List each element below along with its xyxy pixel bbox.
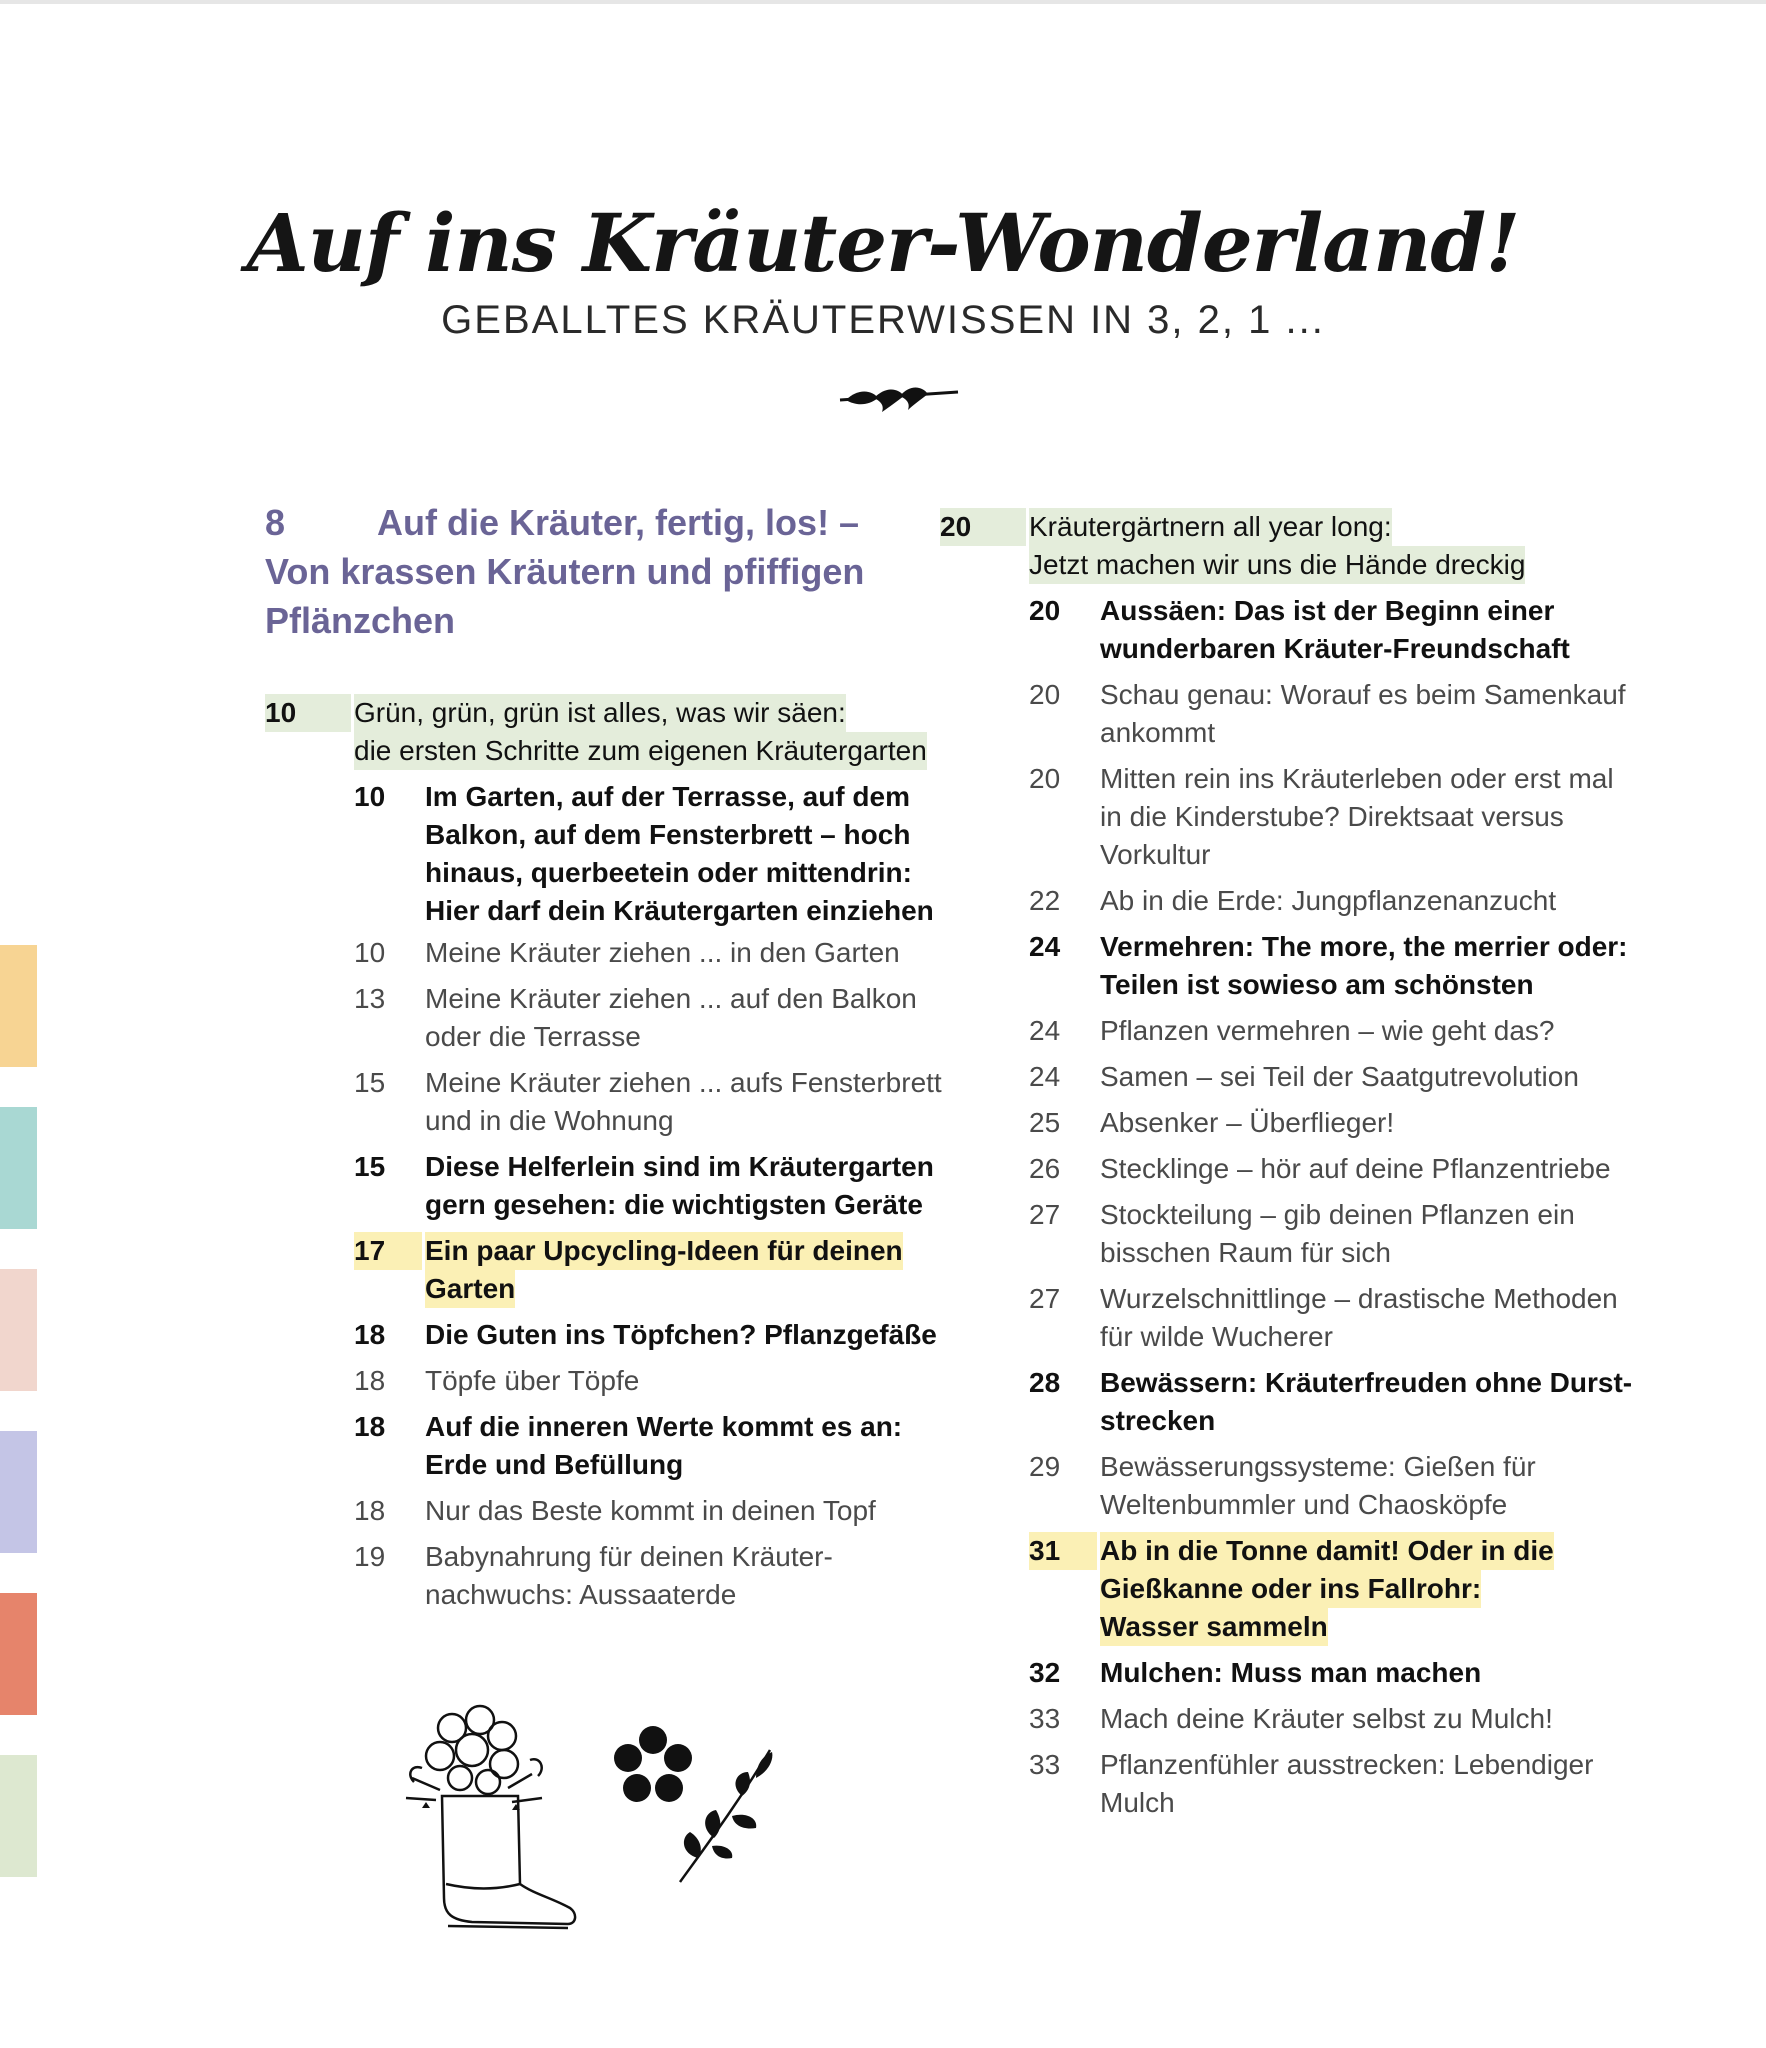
entry-title-line: Jetzt machen wir uns die Hände dreckig: [1029, 546, 1525, 584]
entry-title-line: ankommt: [1100, 717, 1216, 748]
page-number: 27: [1029, 1283, 1061, 1314]
page-number: 20: [1029, 763, 1061, 794]
color-tab: [0, 1755, 37, 1877]
entry-title-line: strecken: [1100, 1405, 1216, 1436]
top-border: [0, 0, 1766, 4]
entry-title-line: Aussäen: Das ist der Beginn einer: [1100, 595, 1555, 626]
entry-title-line: Hier darf dein Kräutergarten einziehen: [425, 895, 934, 926]
page-number: 20: [1029, 679, 1061, 710]
color-tab: [0, 1431, 37, 1553]
entry-title-line: Stecklinge – hör auf deine Pflanzentriebe: [1100, 1153, 1611, 1184]
entry-title-line: Stockteilung – gib deinen Pflanzen ein: [1100, 1199, 1575, 1230]
page-number: 33: [1029, 1703, 1061, 1734]
entry-title-line: gern gesehen: die wichtigsten Geräte: [425, 1189, 923, 1220]
entry-title-line: Wurzelschnittlinge – drastische Methoden: [1100, 1283, 1618, 1314]
page-number: 15: [354, 1151, 386, 1182]
entry-title-line: Kräutergärtnern all year long:: [1029, 508, 1392, 546]
entry-title-line: Schau genau: Worauf es beim Samenkauf: [1100, 679, 1626, 710]
page-number: 19: [354, 1541, 386, 1572]
color-tab: [0, 1593, 37, 1715]
page-number: 20: [940, 508, 1026, 546]
chapter-title-line: Pflänzchen: [265, 600, 456, 641]
entry-title-line: Töpfe über Töpfe: [425, 1365, 640, 1396]
page-number: 32: [1029, 1657, 1061, 1688]
boot-with-flowers-icon: [392, 1698, 588, 1938]
entry-title-line: Gießkanne oder ins Fallrohr:: [1100, 1570, 1481, 1608]
entry-title-line: Wasser sammeln: [1100, 1608, 1328, 1646]
page-number: 18: [354, 1411, 386, 1442]
entry-title-line: in die Kinderstube? Direktsaat versus: [1100, 801, 1564, 832]
entry-title-line: Meine Kräuter ziehen ... in den Garten: [425, 937, 900, 968]
page-number: 28: [1029, 1367, 1061, 1398]
color-tab: [0, 1269, 37, 1391]
entry-title-line: Bewässerungssysteme: Gießen für: [1100, 1451, 1536, 1482]
entry-title-line: Absenker – Überflieger!: [1100, 1107, 1395, 1138]
entry-title-line: Garten: [425, 1270, 515, 1308]
chapter-number: 8: [265, 502, 286, 543]
page-number: 18: [354, 1495, 386, 1526]
page-subtitle: GEBALLTES KRÄUTERWISSEN IN 3, 2, 1 ...: [441, 298, 1325, 342]
page-number: 13: [354, 983, 386, 1014]
entry-title-line: Balkon, auf dem Fensterbrett – hoch: [425, 819, 911, 850]
entry-title-line: bisschen Raum für sich: [1100, 1237, 1392, 1268]
page-title: Auf ins Kräuter-Wonderland!: [246, 196, 1520, 290]
entry-title-line: für wilde Wucherer: [1100, 1321, 1333, 1352]
page-number: 29: [1029, 1451, 1061, 1482]
entry-title-line: Die Guten ins Töpfchen? Pflanzgefäße: [425, 1319, 937, 1350]
entry-title-line: Auf die inneren Werte kommt es an:: [425, 1411, 903, 1442]
entry-title-line: hinaus, querbeetein oder mittendrin:: [425, 857, 912, 888]
page-number: 17: [354, 1232, 422, 1270]
entry-title-line: Grün, grün, grün ist alles, was wir säen:: [354, 694, 846, 732]
page-number: 27: [1029, 1199, 1061, 1230]
page-number: 15: [354, 1067, 386, 1098]
leaf-sprig-icon: [838, 378, 962, 418]
entry-title-line: Samen – sei Teil der Saatgutrevolution: [1100, 1061, 1579, 1092]
entry-title-line: Vermehren: The more, the merrier oder:: [1100, 931, 1628, 962]
entry-title-line: Diese Helferlein sind im Kräutergarten: [425, 1151, 934, 1182]
page-number: 33: [1029, 1749, 1061, 1780]
chapter-title-line: Von krassen Kräutern und pfiffigen: [265, 551, 865, 592]
entry-title-line: Pflanzen vermehren – wie geht das?: [1100, 1015, 1555, 1046]
page-number: 24: [1029, 1061, 1061, 1092]
leaf-branch-icon: [676, 1746, 776, 1886]
entry-title-line: Im Garten, auf der Terrasse, auf dem: [425, 781, 910, 812]
page-number: 18: [354, 1365, 386, 1396]
entry-title-line: wunderbaren Kräuter-Freundschaft: [1100, 633, 1570, 664]
page-number: 10: [354, 781, 386, 812]
entry-title-line: Erde und Befüllung: [425, 1449, 684, 1480]
page-number: 24: [1029, 931, 1061, 962]
entry-title-line: Meine Kräuter ziehen ... aufs Fensterbrett: [425, 1067, 942, 1098]
page-number: 10: [354, 937, 386, 968]
page-number: 10: [265, 694, 351, 732]
entry-title-line: Mitten rein ins Kräuterleben oder erst mal: [1100, 763, 1614, 794]
entry-title-line: Mulch: [1100, 1787, 1175, 1818]
entry-title-line: Ab in die Erde: Jungpflanzenanzucht: [1100, 885, 1557, 916]
entry-title-line: Vorkultur: [1100, 839, 1211, 870]
entry-title-line: Mulchen: Muss man machen: [1100, 1657, 1482, 1688]
page-number: 20: [1029, 595, 1061, 626]
entry-title-line: Bewässern: Kräuterfreuden ohne Durst-: [1100, 1367, 1633, 1398]
entry-title-line: oder die Terrasse: [425, 1021, 641, 1052]
chapter-title-line: Auf die Kräuter, fertig, los! –: [377, 502, 860, 543]
entry-title-line: Babynahrung für deinen Kräuter-: [425, 1541, 833, 1572]
entry-title-line: Nur das Beste kommt in deinen Topf: [425, 1495, 876, 1526]
page-number: 26: [1029, 1153, 1061, 1184]
entry-title-line: Meine Kräuter ziehen ... auf den Balkon: [425, 983, 917, 1014]
page-number: 18: [354, 1319, 386, 1350]
page-number: 24: [1029, 1015, 1061, 1046]
color-tab: [0, 945, 37, 1067]
page-number: 31: [1029, 1532, 1097, 1570]
entry-title-line: Teilen ist sowieso am schönsten: [1100, 969, 1534, 1000]
entry-title-line: Ab in die Tonne damit! Oder in die: [1100, 1532, 1554, 1570]
entry-title-line: Mach deine Kräuter selbst zu Mulch!: [1100, 1703, 1553, 1734]
page-number: 25: [1029, 1107, 1061, 1138]
color-tab: [0, 1107, 37, 1229]
entry-title-line: Pflanzenfühler ausstrecken: Lebendiger: [1100, 1749, 1594, 1780]
entry-title-line: die ersten Schritte zum eigenen Kräutergarten: [354, 732, 927, 770]
page-number: 22: [1029, 885, 1061, 916]
entry-title-line: und in die Wohnung: [425, 1105, 674, 1136]
entry-title-line: Weltenbummler und Chaosköpfe: [1100, 1489, 1508, 1520]
entry-title-line: Ein paar Upcycling-Ideen für deinen: [425, 1232, 903, 1270]
entry-title-line: nachwuchs: Aussaaterde: [425, 1579, 737, 1610]
